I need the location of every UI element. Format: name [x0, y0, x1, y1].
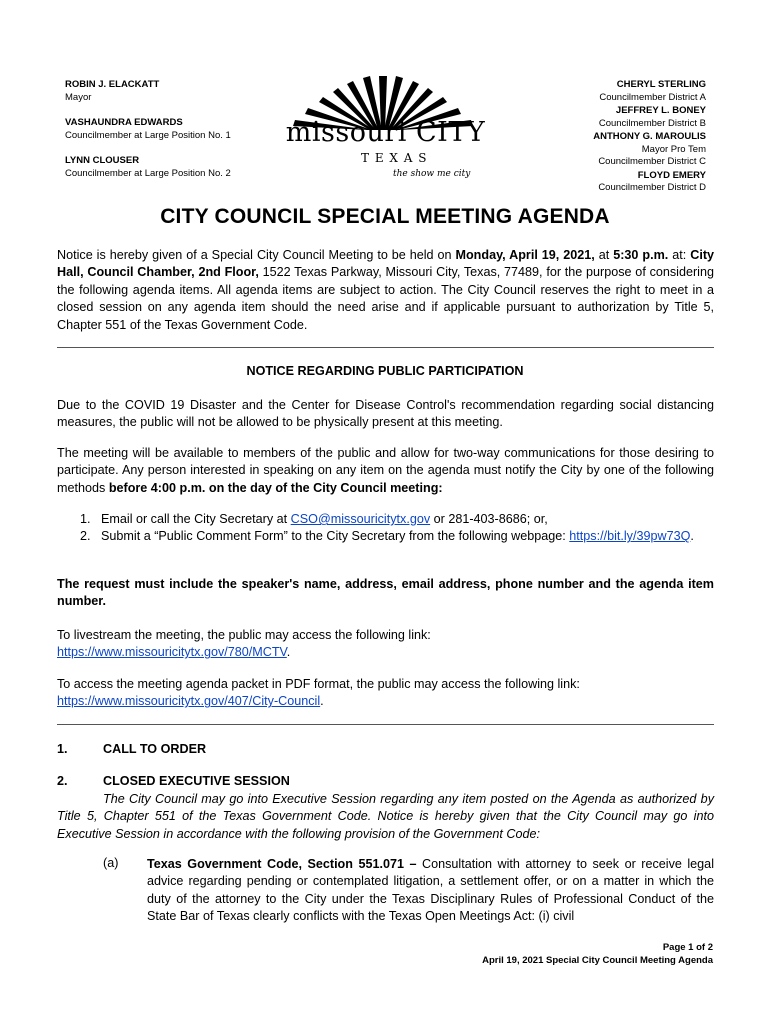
- logo-state: T E X A S: [361, 151, 428, 165]
- livestream-text: To livestream the meeting, the public may access the following link:: [57, 628, 431, 642]
- meeting-location: City Hall, Council Chamber, 2nd Floor,: [57, 248, 715, 280]
- logo-city-name: missouri CITY: [285, 117, 486, 148]
- participation-heading: NOTICE REGARDING PUBLIC PARTICIPATION: [246, 364, 524, 378]
- covid-notice: Due to the COVID 19 Disaster and the Center for Disease Control's recommendation regarding social distancing measures, the public will not be allowed to be physically present at this meeting.: [57, 398, 714, 430]
- contact-methods-list: [80, 511, 714, 546]
- footer-document-title: April 19, 2021 Special City Council Meeting Agenda: [482, 955, 713, 966]
- packet-block: [57, 676, 714, 711]
- agenda-item-number: 2.: [57, 774, 68, 788]
- email-link[interactable]: CSO@missouricitytx.gov: [290, 512, 431, 526]
- packet-text: To access the meeting agenda packet in PDF format, the public may access the following link:: [57, 677, 580, 691]
- official-role: Councilmember at Large Position No. 2: [65, 167, 231, 179]
- notice-text: at:: [668, 248, 691, 262]
- packet-link[interactable]: https://www.missouricitytx.gov/407/City-Council: [57, 694, 321, 709]
- divider: [57, 347, 714, 348]
- comment-form-link[interactable]: https://bit.ly/39pw73Q: [569, 529, 691, 544]
- list-text: or 281-403-8686; or,: [430, 512, 548, 526]
- list-number: 1.: [80, 512, 91, 526]
- meeting-date: Monday, April 19, 2021,: [455, 248, 595, 262]
- official-role: Councilmember at Large Position No. 1: [65, 129, 231, 141]
- period: .: [320, 694, 324, 709]
- page-number: Page 1 of 2: [662, 942, 713, 953]
- official-name: ROBIN J. ELACKATT: [65, 79, 160, 90]
- list-text: Submit a “Public Comment Form” to the City Secretary from the following webpage:: [101, 529, 570, 544]
- official-role: Councilmember District C: [598, 156, 706, 167]
- notice-text: at: [594, 248, 614, 262]
- page-footer: [482, 941, 713, 967]
- availability-notice: [57, 445, 714, 497]
- header-right-officials: [593, 79, 706, 195]
- official-role: Councilmember District A: [599, 91, 706, 103]
- livestream-link[interactable]: https://www.missouricitytx.gov/780/MCTV: [57, 645, 287, 660]
- notice-text: 1522 Texas Parkway, Missouri City, Texas, 77489, for the purpose of considering the following agenda items. All agenda items are subject to action. The City Council reserves the right to meet in a closed session on any agenda item should the need arise and if applicable pursuant to authorization by Title 5, Chapter 551 of the Texas Government Code.: [57, 265, 714, 332]
- deadline-text: before 4:00 p.m. on the day of the City Council meeting:: [108, 480, 443, 495]
- official-name: CHERYL STERLING: [616, 79, 706, 90]
- official-role: Councilmember District D: [598, 182, 706, 193]
- sub-item-a: [147, 856, 714, 926]
- official-role: Councilmember District B: [598, 117, 706, 129]
- list-number: 2.: [80, 529, 91, 544]
- sub-item-label: (a): [103, 856, 119, 870]
- meeting-time: 5:30 p.m.: [613, 248, 669, 262]
- list-text: Email or call the City Secretary at: [101, 512, 291, 526]
- logo-tagline: the show me city: [393, 169, 471, 179]
- sub-item-text: Consultation with attorney to seek or receive legal advice regarding pending or contemplated litigation, a settlement offer, or on a matter in which the duty of the attorney to the City under the Texas Disciplinary Rules of Professional Conduct of the State Bar of Texas clearly conflicts with the Texas Open Meetings Act: (i) civil: [147, 857, 714, 924]
- period: .: [286, 645, 291, 660]
- list-item: [80, 528, 714, 545]
- list-text: .: [690, 529, 694, 544]
- official-name: JEFFREY L. BONEY: [615, 105, 706, 116]
- meeting-notice: [57, 247, 714, 334]
- closed-session-text: The City Council may go into Executive Session regarding any item posted on the Agenda as authorized by Title 5, Chapter 551 of the Texas Government Code. Notice is hereby given that the City Council may go into Executive Session in accordance with the following provision of the Government Code:: [57, 792, 714, 841]
- official-name: VASHAUNDRA EDWARDS: [65, 117, 183, 128]
- agenda-item-title: CALL TO ORDER: [103, 742, 207, 756]
- agenda-item-title: CLOSED EXECUTIVE SESSION: [103, 774, 290, 788]
- livestream-block: [57, 627, 714, 662]
- city-logo: [283, 72, 488, 190]
- official-name: FLOYD EMERY: [637, 169, 706, 181]
- header-left-officials: [65, 79, 231, 180]
- official-name: ANTHONY G. MAROULIS: [593, 131, 706, 142]
- page-title: CITY COUNCIL SPECIAL MEETING AGENDA: [160, 205, 610, 228]
- official-name: LYNN CLOUSER: [65, 155, 140, 166]
- divider: [57, 724, 714, 725]
- request-requirements: The request must include the speaker's name, address, email address, phone number and the agenda item number.: [57, 577, 714, 609]
- agenda-item-number: 1.: [57, 742, 68, 756]
- official-role: Mayor: [65, 91, 92, 103]
- list-item: [80, 511, 714, 528]
- official-role: Mayor Pro Tem: [641, 143, 706, 155]
- notice-text: Notice is hereby given of a Special City Council Meeting to be held on: [57, 248, 456, 262]
- availability-text: The meeting will be available to members of the public and allow for two-way communications for those desiring to participate. Any person interested in speaking on any item on the agenda must notify the City by one of the following methods: [57, 446, 714, 495]
- sub-item-heading: Texas Government Code, Section 551.071 –: [147, 857, 417, 871]
